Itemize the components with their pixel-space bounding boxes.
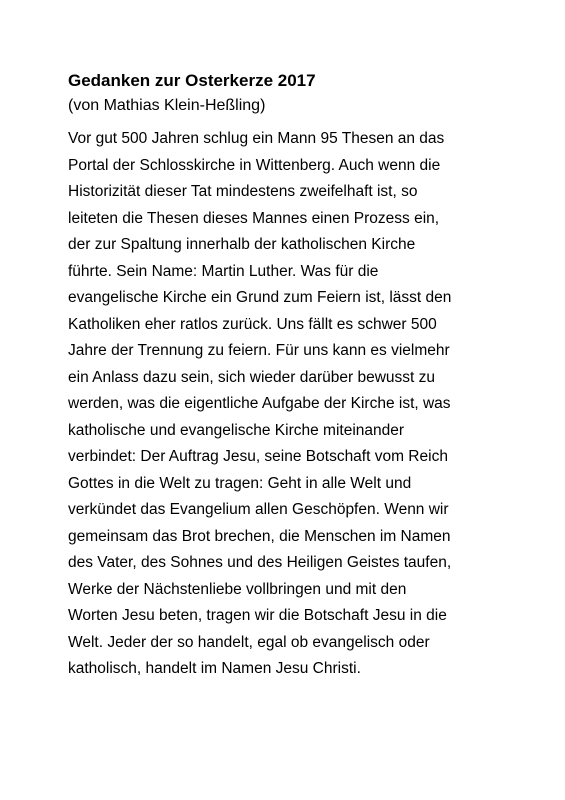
text-line: Vor gut 500 Jahren schlug ein Mann 95 Thesen an das xyxy=(68,130,445,147)
document-title: Gedanken zur Osterkerze 2017 xyxy=(68,71,316,90)
text-line: der zur Spaltung innerhalb der katholischen Kirche xyxy=(68,236,416,253)
text-line: katholische und evangelische Kirche miteinander xyxy=(68,421,405,439)
text-line: Welt. Jeder der so handelt, egal ob evangelisch oder xyxy=(68,633,430,651)
text-line: leiteten die Thesen dieses Mannes einen Prozess ein, xyxy=(68,209,440,227)
text-line: verbindet: Der Auftrag Jesu, seine Botschaft vom Reich xyxy=(68,448,448,465)
text-line: werden, was die eigentliche Aufgabe der Kirche ist, was xyxy=(68,395,451,412)
text-line: gemeinsam das Brot brechen, die Menschen im Namen xyxy=(68,527,451,545)
text-line: führte. Sein Name: Martin Luther. Was für die xyxy=(68,262,379,280)
text-line: Portal der Schlosskirche in Wittenberg. Auch wenn die xyxy=(68,156,441,174)
text-line: ein Anlass dazu sein, sich wieder darüber bewusst zu xyxy=(68,368,436,386)
text-line: Gottes in die Welt zu tragen: Geht in alle Welt und xyxy=(68,474,412,492)
text-line: Werke der Nächstenliebe vollbringen und mit den xyxy=(68,580,407,598)
text-line: Worten Jesu beten, tragen wir die Botschaft Jesu in die xyxy=(68,607,447,624)
document-author: (von Mathias Klein-Heßling) xyxy=(68,97,266,114)
text-line: katholisch, handelt im Namen Jesu Christi. xyxy=(68,660,361,677)
text-line: des Vater, des Sohnes und des Heiligen Geistes taufen, xyxy=(68,554,452,571)
text-line: evangelische Kirche ein Grund zum Feiern ist, lässt den xyxy=(68,289,452,306)
text-line: verkündet das Evangelium allen Geschöpfen. Wenn wir xyxy=(68,501,449,518)
document-content xyxy=(68,70,538,683)
body-paragraph xyxy=(68,126,538,683)
text-line: Katholiken eher ratlos zurück. Uns fällt es schwer 500 xyxy=(68,315,437,333)
text-line: Jahre der Trennung zu feiern. Für uns kann es vielmehr xyxy=(68,342,450,359)
text-line: Historizität dieser Tat mindestens zweifelhaft ist, so xyxy=(68,183,418,200)
